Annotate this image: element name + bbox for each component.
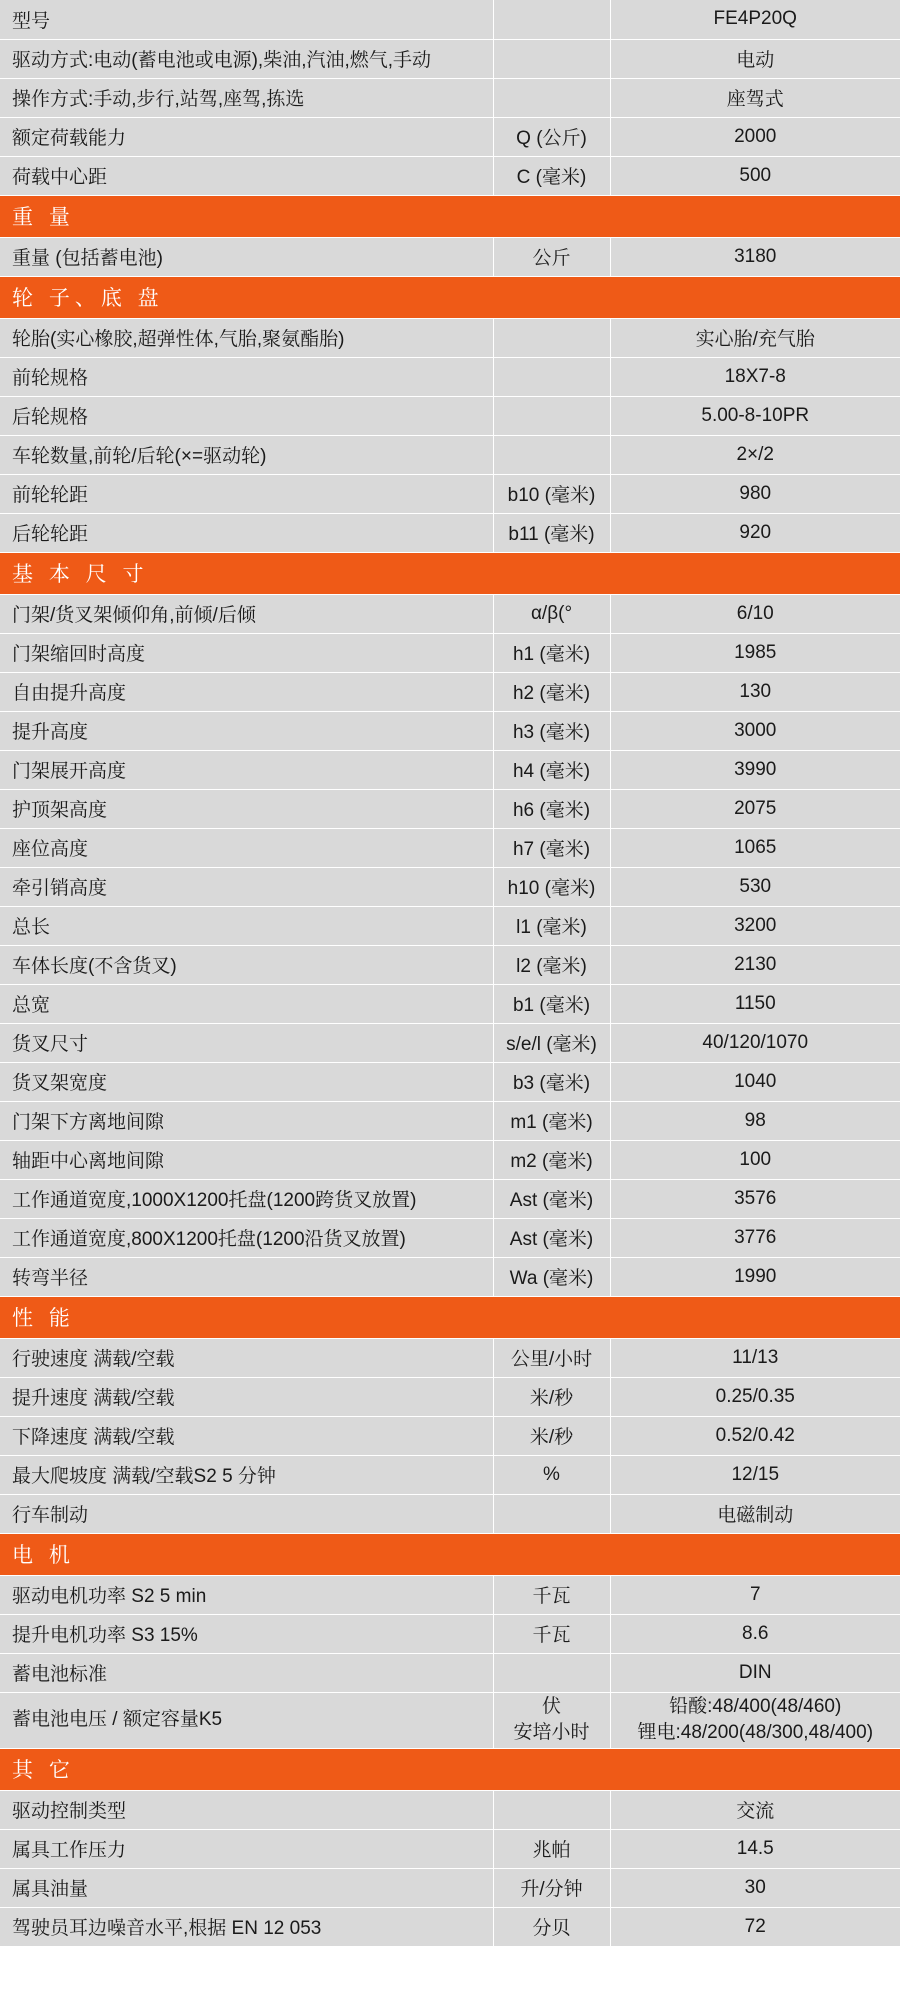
spec-value: 530	[610, 867, 900, 906]
section-header-label: 性 能	[0, 1296, 900, 1338]
table-row	[0, 117, 900, 156]
spec-label: 转弯半径	[0, 1257, 493, 1296]
spec-label: 座位高度	[0, 828, 493, 867]
spec-label: 下降速度 满载/空载	[0, 1416, 493, 1455]
table-row	[0, 1868, 900, 1907]
table-row	[0, 945, 900, 984]
spec-label: 前轮轮距	[0, 474, 493, 513]
section-header-label: 电 机	[0, 1533, 900, 1575]
table-row	[0, 1907, 900, 1946]
spec-unit: 千瓦	[493, 1614, 610, 1653]
spec-unit: h6 (毫米)	[493, 789, 610, 828]
spec-unit: h3 (毫米)	[493, 711, 610, 750]
spec-value: 500	[610, 156, 900, 195]
spec-unit: α/β(°	[493, 594, 610, 633]
spec-unit	[493, 435, 610, 474]
spec-label: 门架缩回时高度	[0, 633, 493, 672]
table-row	[0, 672, 900, 711]
table-row	[0, 78, 900, 117]
spec-unit: Ast (毫米)	[493, 1218, 610, 1257]
spec-value: 11/13	[610, 1338, 900, 1377]
spec-unit: b10 (毫米)	[493, 474, 610, 513]
section-header-row	[0, 1748, 900, 1790]
spec-unit: Wa (毫米)	[493, 1257, 610, 1296]
spec-label: 驱动电机功率 S2 5 min	[0, 1575, 493, 1614]
spec-unit	[493, 357, 610, 396]
cell-line: 锂电:48/200(48/300,48/400)	[637, 1722, 874, 1743]
spec-unit: m2 (毫米)	[493, 1140, 610, 1179]
spec-value: 电磁制动	[610, 1494, 900, 1533]
spec-label: 总长	[0, 906, 493, 945]
spec-unit: Ast (毫米)	[493, 1179, 610, 1218]
spec-value: 交流	[610, 1790, 900, 1829]
spec-value: 2075	[610, 789, 900, 828]
spec-unit: 公斤	[493, 237, 610, 276]
spec-unit: Q (公斤)	[493, 117, 610, 156]
spec-unit: 千瓦	[493, 1575, 610, 1614]
spec-label: 驾驶员耳边噪音水平,根据 EN 12 053	[0, 1907, 493, 1946]
spec-unit: s/e/l (毫米)	[493, 1023, 610, 1062]
table-row	[0, 594, 900, 633]
table-row	[0, 1790, 900, 1829]
table-row	[0, 1257, 900, 1296]
spec-value: 1040	[610, 1062, 900, 1101]
spec-value: 8.6	[610, 1614, 900, 1653]
spec-value: 3000	[610, 711, 900, 750]
table-row	[0, 1377, 900, 1416]
spec-unit	[493, 1653, 610, 1692]
spec-unit: 升/分钟	[493, 1868, 610, 1907]
spec-value: 实心胎/充气胎	[610, 318, 900, 357]
spec-label: 驱动方式:电动(蓄电池或电源),柴油,汽油,燃气,手动	[0, 39, 493, 78]
table-row	[0, 711, 900, 750]
spec-unit: h1 (毫米)	[493, 633, 610, 672]
spec-label: 后轮轮距	[0, 513, 493, 552]
spec-value: 920	[610, 513, 900, 552]
spec-label: 货叉架宽度	[0, 1062, 493, 1101]
spec-unit	[493, 78, 610, 117]
table-row	[0, 1614, 900, 1653]
spec-label: 行驶速度 满载/空载	[0, 1338, 493, 1377]
spec-label: 提升速度 满载/空载	[0, 1377, 493, 1416]
spec-unit	[493, 396, 610, 435]
spec-unit: 米/秒	[493, 1377, 610, 1416]
section-header-row	[0, 1296, 900, 1338]
table-row	[0, 1692, 900, 1748]
table-row	[0, 789, 900, 828]
table-row	[0, 1101, 900, 1140]
spec-value: 1150	[610, 984, 900, 1023]
spec-unit	[493, 0, 610, 39]
spec-value: 5.00-8-10PR	[610, 396, 900, 435]
spec-value: 0.52/0.42	[610, 1416, 900, 1455]
table-row	[0, 867, 900, 906]
table-row	[0, 1829, 900, 1868]
spec-value: 1990	[610, 1257, 900, 1296]
section-header-label: 其 它	[0, 1748, 900, 1790]
spec-value: 座驾式	[610, 78, 900, 117]
section-header-row	[0, 276, 900, 318]
spec-unit: b1 (毫米)	[493, 984, 610, 1023]
spec-unit	[493, 1494, 610, 1533]
table-row	[0, 1023, 900, 1062]
table-row	[0, 156, 900, 195]
spec-label: 车轮数量,前轮/后轮(×=驱动轮)	[0, 435, 493, 474]
spec-unit: h2 (毫米)	[493, 672, 610, 711]
section-header-label: 基 本 尺 寸	[0, 552, 900, 594]
spec-unit	[493, 318, 610, 357]
table-row	[0, 633, 900, 672]
spec-label: 前轮规格	[0, 357, 493, 396]
spec-value: 2×/2	[610, 435, 900, 474]
spec-value: 72	[610, 1907, 900, 1946]
spec-label: 门架展开高度	[0, 750, 493, 789]
spec-value	[610, 1692, 900, 1748]
spec-value: 12/15	[610, 1455, 900, 1494]
spec-label: 属具工作压力	[0, 1829, 493, 1868]
spec-label: 工作通道宽度,1000X1200托盘(1200跨货叉放置)	[0, 1179, 493, 1218]
spec-value: 130	[610, 672, 900, 711]
table-row	[0, 513, 900, 552]
table-row	[0, 0, 900, 39]
spec-label: 驱动控制类型	[0, 1790, 493, 1829]
spec-label: 门架/货叉架倾仰角,前倾/后倾	[0, 594, 493, 633]
spec-unit: l2 (毫米)	[493, 945, 610, 984]
spec-unit: 米/秒	[493, 1416, 610, 1455]
table-row	[0, 396, 900, 435]
table-row	[0, 39, 900, 78]
spec-label: 提升电机功率 S3 15%	[0, 1614, 493, 1653]
spec-value: 2130	[610, 945, 900, 984]
section-header-label: 轮 子、底 盘	[0, 276, 900, 318]
table-row	[0, 1455, 900, 1494]
spec-unit: 公里/小时	[493, 1338, 610, 1377]
table-row	[0, 1575, 900, 1614]
table-row	[0, 1494, 900, 1533]
spec-value: 1065	[610, 828, 900, 867]
spec-value: 电动	[610, 39, 900, 78]
table-row	[0, 1179, 900, 1218]
table-row	[0, 984, 900, 1023]
spec-unit	[493, 39, 610, 78]
spec-value: 3776	[610, 1218, 900, 1257]
spec-label: 轴距中心离地间隙	[0, 1140, 493, 1179]
spec-label: 轮胎(实心橡胶,超弹性体,气胎,聚氨酯胎)	[0, 318, 493, 357]
spec-label: 行车制动	[0, 1494, 493, 1533]
spec-label: 总宽	[0, 984, 493, 1023]
spec-value: 30	[610, 1868, 900, 1907]
spec-label: 车体长度(不含货叉)	[0, 945, 493, 984]
spec-unit: l1 (毫米)	[493, 906, 610, 945]
table-row	[0, 750, 900, 789]
spec-unit: m1 (毫米)	[493, 1101, 610, 1140]
table-row	[0, 1338, 900, 1377]
table-row	[0, 1218, 900, 1257]
spec-value: 2000	[610, 117, 900, 156]
spec-label: 提升高度	[0, 711, 493, 750]
section-header-row	[0, 195, 900, 237]
spec-label: 属具油量	[0, 1868, 493, 1907]
spec-value: 40/120/1070	[610, 1023, 900, 1062]
table-row	[0, 1653, 900, 1692]
table-row	[0, 357, 900, 396]
table-row	[0, 1140, 900, 1179]
spec-unit: %	[493, 1455, 610, 1494]
spec-label: 荷载中心距	[0, 156, 493, 195]
spec-value: 14.5	[610, 1829, 900, 1868]
section-header-row	[0, 552, 900, 594]
spec-value: 100	[610, 1140, 900, 1179]
spec-value: FE4P20Q	[610, 0, 900, 39]
spec-unit: h7 (毫米)	[493, 828, 610, 867]
spec-label: 蓄电池电压 / 额定容量K5	[0, 1692, 493, 1748]
spec-unit: 分贝	[493, 1907, 610, 1946]
spec-unit: h4 (毫米)	[493, 750, 610, 789]
spec-unit	[493, 1692, 610, 1748]
spec-unit	[493, 1790, 610, 1829]
table-row	[0, 474, 900, 513]
section-header-label: 重 量	[0, 195, 900, 237]
spec-value: 3990	[610, 750, 900, 789]
table-row	[0, 318, 900, 357]
spec-value: 3576	[610, 1179, 900, 1218]
spec-label: 牵引销高度	[0, 867, 493, 906]
spec-value: 980	[610, 474, 900, 513]
table-row	[0, 1416, 900, 1455]
spec-value: 6/10	[610, 594, 900, 633]
spec-value: 3200	[610, 906, 900, 945]
spec-unit: b11 (毫米)	[493, 513, 610, 552]
spec-value: DIN	[610, 1653, 900, 1692]
spec-value: 98	[610, 1101, 900, 1140]
spec-label: 货叉尺寸	[0, 1023, 493, 1062]
spec-unit: 兆帕	[493, 1829, 610, 1868]
spec-value: 18X7-8	[610, 357, 900, 396]
spec-label: 护顶架高度	[0, 789, 493, 828]
spec-label: 最大爬坡度 满载/空载S2 5 分钟	[0, 1455, 493, 1494]
cell-line: 伏	[541, 1696, 561, 1718]
section-header-row	[0, 1533, 900, 1575]
spec-unit: b3 (毫米)	[493, 1062, 610, 1101]
table-row	[0, 906, 900, 945]
spec-label: 门架下方离地间隙	[0, 1101, 493, 1140]
table-row	[0, 828, 900, 867]
spec-label: 后轮规格	[0, 396, 493, 435]
spec-label: 蓄电池标准	[0, 1653, 493, 1692]
table-row	[0, 237, 900, 276]
cell-line: 铅酸:48/400(48/460)	[669, 1696, 842, 1718]
table-row	[0, 1062, 900, 1101]
spec-value: 0.25/0.35	[610, 1377, 900, 1416]
spec-label: 型号	[0, 0, 493, 39]
spec-label: 操作方式:手动,步行,站驾,座驾,拣选	[0, 78, 493, 117]
spec-value: 1985	[610, 633, 900, 672]
spec-value: 7	[610, 1575, 900, 1614]
spec-label: 额定荷载能力	[0, 117, 493, 156]
spec-label: 工作通道宽度,800X1200托盘(1200沿货叉放置)	[0, 1218, 493, 1257]
table-row	[0, 435, 900, 474]
spec-unit: C (毫米)	[493, 156, 610, 195]
spec-label: 自由提升高度	[0, 672, 493, 711]
spec-label: 重量 (包括蓄电池)	[0, 237, 493, 276]
spec-unit: h10 (毫米)	[493, 867, 610, 906]
spec-value: 3180	[610, 237, 900, 276]
cell-line: 安培小时	[513, 1722, 590, 1743]
